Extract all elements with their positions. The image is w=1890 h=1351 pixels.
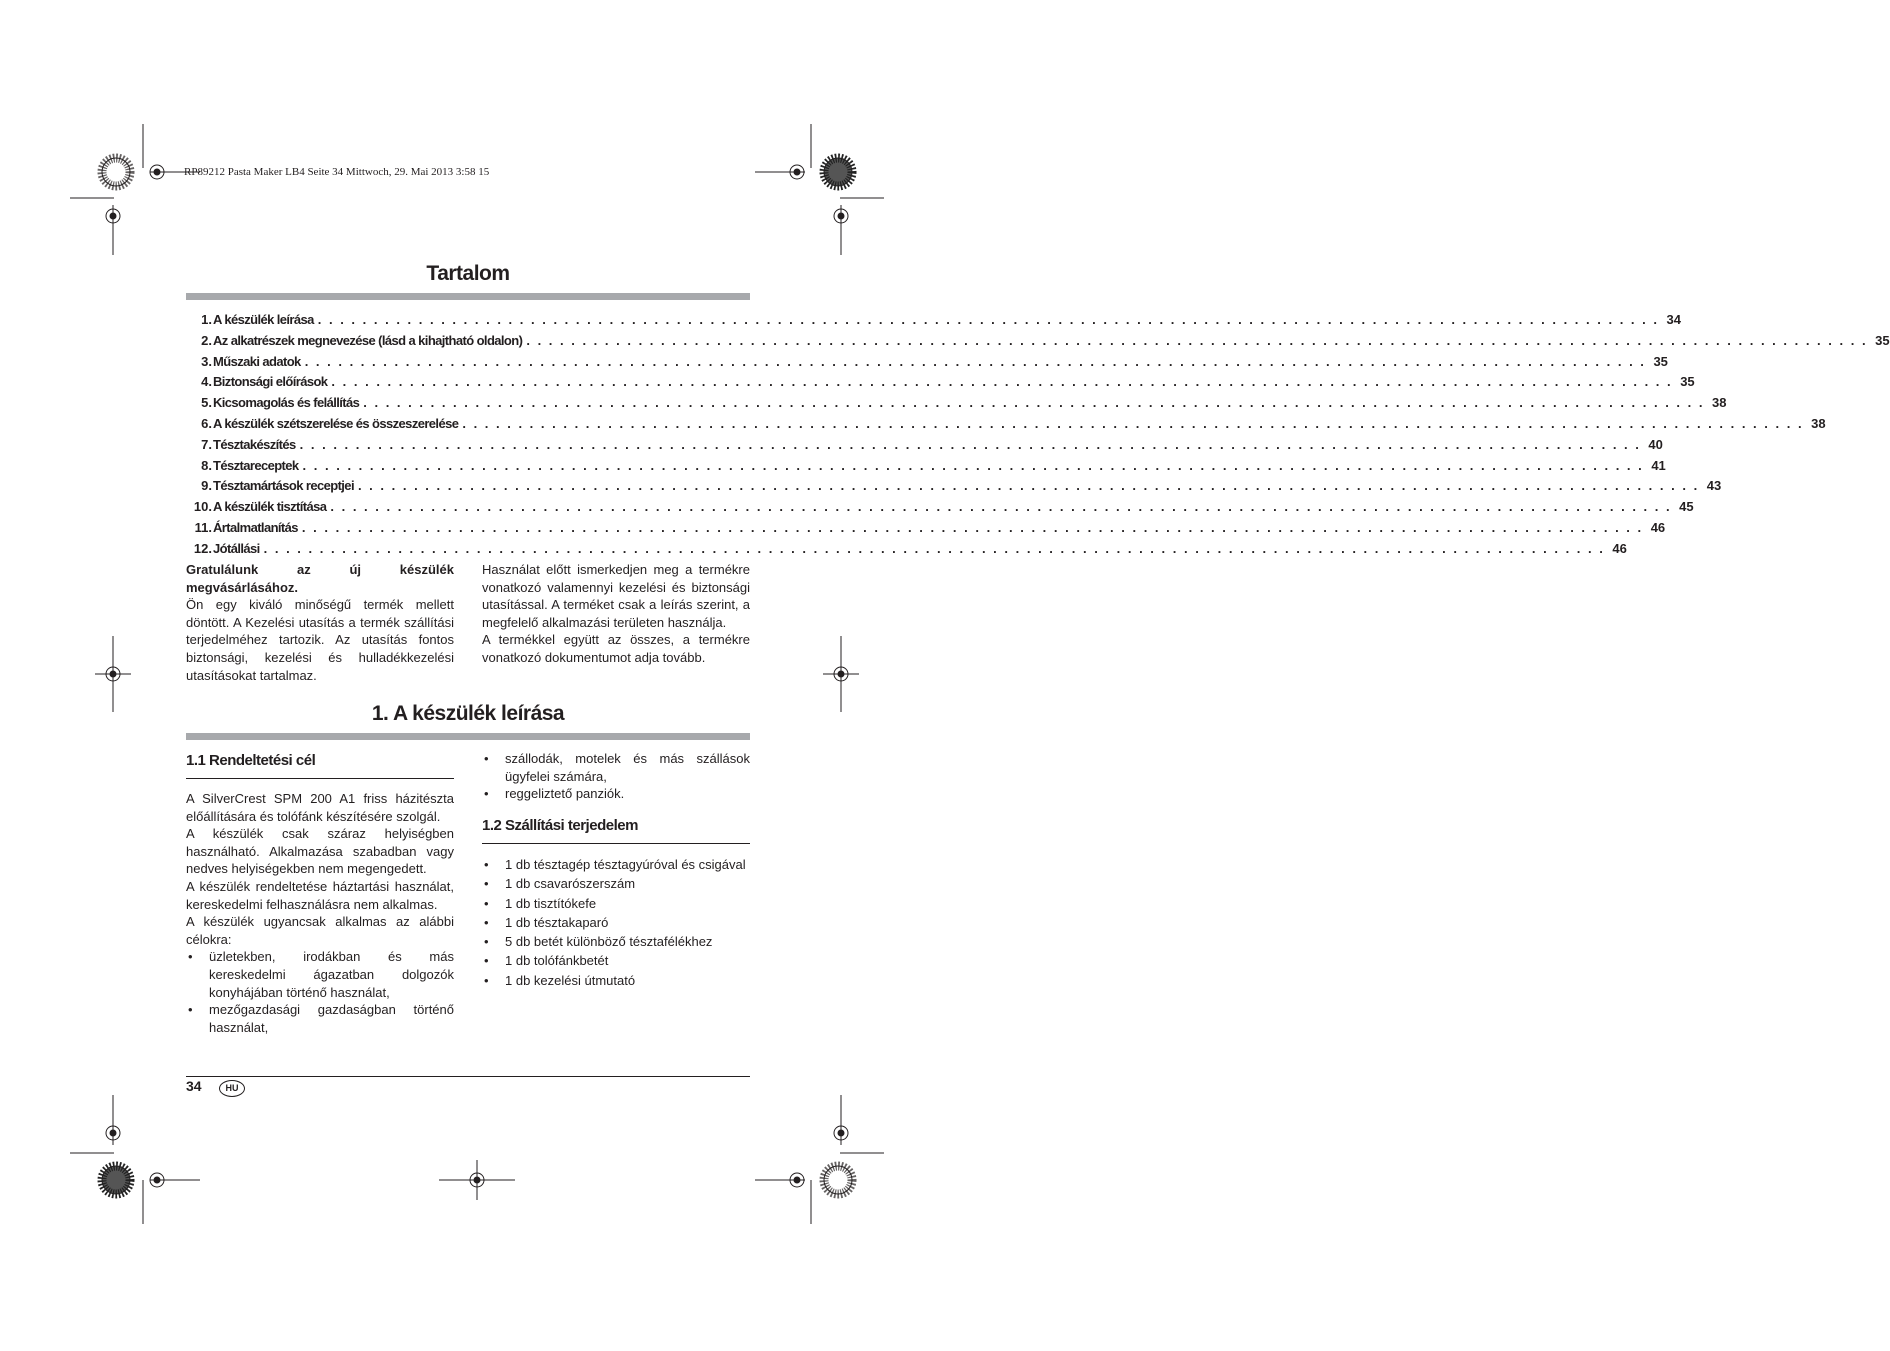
- toc-entry-number: 12.: [193, 540, 212, 556]
- sub1-p3: A készülék rendeltetése háztartási használat, kereskedelmi felhasználásra nem alkalmas.: [186, 878, 454, 912]
- toc-entry-leader: . . . . . . . . . . . . . . . . . . . . . . . . . . . . . . . . . . . . . . . . . . . . . . . . . . . . . . . . . . . . . . . . . . . . . . . . . . . . . . . . . . . . . . . . . . . . . . . . . . . . . . . . . . . . . . . . . . . . . . . .: [263, 540, 1605, 556]
- toc-entry-number: 6.: [201, 415, 212, 431]
- list-item: • 1 db csavarószerszám: [482, 874, 750, 893]
- toc-entry-label: Tésztakészítés: [213, 436, 296, 452]
- toc-entry-page: 43: [1706, 478, 1722, 494]
- language-badge: HU: [219, 1080, 245, 1097]
- toc-entry-page: 35: [1680, 374, 1695, 390]
- toc-title-rule: [186, 293, 750, 300]
- toc-entry-label: Tésztareceptek: [213, 457, 299, 473]
- toc-entry-label: Tésztamártások receptjei: [213, 478, 354, 494]
- sub1-left-column: [186, 790, 454, 1036]
- print-header: RP89212 Pasta Maker LB4 Seite 34 Mittwoch, 29. Mai 2013 3:58 15: [184, 166, 490, 178]
- sub1-bullets-left: [186, 948, 454, 1036]
- sub1-rule: [186, 778, 454, 779]
- toc-entry-leader: . . . . . . . . . . . . . . . . . . . . . . . . . . . . . . . . . . . . . . . . . . . . . . . . . . . . . . . . . . . . . . . . . . . . . . . . . . . . . . . . . . . . . . . . . . . . . . . . . . . . . . . . . . . . . . . . . . . . . . . .: [302, 457, 1644, 473]
- intro-left-text: Ön egy kiváló minőségű termék mellett döntött. A Kezelési utasítás a termék szállítási terjedelméhez tartozik. Az utasítás fontos biztonsági, kezelési és hulladékkezelési utasításokat tartalmaz.: [186, 597, 454, 683]
- list-item: • 1 db kezelési útmutató: [482, 971, 750, 990]
- section1-title: 1. A készülék leírása: [371, 702, 565, 725]
- toc-entry-label: Kicsomagolás és felállítás: [213, 395, 360, 411]
- toc-entry[interactable]: [186, 331, 1890, 352]
- toc-entry-page: 46: [1650, 519, 1666, 535]
- toc-entry-leader: . . . . . . . . . . . . . . . . . . . . . . . . . . . . . . . . . . . . . . . . . . . . . . . . . . . . . . . . . . . . . . . . . . . . . . . . . . . . . . . . . . . . . . . . . . . . . . . . . . . . . . . . . . . . . . . . . . . . . . . .: [357, 478, 1700, 494]
- toc-entry-leader: . . . . . . . . . . . . . . . . . . . . . . . . . . . . . . . . . . . . . . . . . . . . . . . . . . . . . . . . . . . . . . . . . . . . . . . . . . . . . . . . . . . . . . . . . . . . . . . . . . . . . . . . . . . . . . . . . . . . . . . .: [317, 312, 1659, 327]
- toc-entry-number: 8.: [201, 457, 212, 473]
- toc-entry-page: 41: [1651, 457, 1666, 473]
- toc-entry[interactable]: [186, 352, 1668, 373]
- list-item: • reggeliztető panziók.: [482, 785, 750, 803]
- sub1-p2: A készülék csak száraz helyiségben használható. Alkalmazása szabadban vagy nedves helyiségekben nem megengedett.: [186, 826, 454, 877]
- toc-entry-page: 35: [1653, 353, 1668, 369]
- toc-entry-leader: . . . . . . . . . . . . . . . . . . . . . . . . . . . . . . . . . . . . . . . . . . . . . . . . . . . . . . . . . . . . . . . . . . . . . . . . . . . . . . . . . . . . . . . . . . . . . . . . . . . . . . . . . . . . . . . . . . . . . . . .: [299, 436, 1641, 452]
- toc-entry-page: 38: [1811, 415, 1826, 431]
- toc-entry-number: 9.: [201, 478, 212, 494]
- toc-entry-label: Műszaki adatok: [213, 353, 301, 369]
- toc-entry-page: 34: [1666, 312, 1681, 327]
- toc-entry-leader: . . . . . . . . . . . . . . . . . . . . . . . . . . . . . . . . . . . . . . . . . . . . . . . . . . . . . . . . . . . . . . . . . . . . . . . . . . . . . . . . . . . . . . . . . . . . . . . . . . . . . . . . . . . . . . . . . . . . . . . .: [330, 499, 1672, 515]
- intro-heading: Gratulálunk az új készülék megvásárlásához.: [186, 562, 454, 595]
- sub1-p4: A készülék ugyancsak alkalmas az alábbi célokra:: [186, 914, 454, 947]
- toc-entry-number: 11.: [194, 519, 212, 535]
- toc-entry-leader: . . . . . . . . . . . . . . . . . . . . . . . . . . . . . . . . . . . . . . . . . . . . . . . . . . . . . . . . . . . . . . . . . . . . . . . . . . . . . . . . . . . . . . . . . . . . . . . . . . . . . . . . . . . . . . . . . . . . . . . .: [526, 332, 1868, 348]
- list-item: • 1 db tésztakaparó: [482, 913, 750, 932]
- toc-entry-page: 46: [1612, 540, 1627, 556]
- toc-entry[interactable]: [186, 476, 1722, 497]
- intro-right-p1: Használat előtt ismerkedjen meg a termékre vonatkozó valamennyi kezelési és biztonsági utasítással. A terméket csak a leírás szerint, a megfelelő alkalmazási területen használja.: [482, 562, 750, 630]
- toc-entry-leader: . . . . . . . . . . . . . . . . . . . . . . . . . . . . . . . . . . . . . . . . . . . . . . . . . . . . . . . . . . . . . . . . . . . . . . . . . . . . . . . . . . . . . . . . . . . . . . . . . . . . . . . . . . . . . . . . . . . . . . . .: [363, 395, 1705, 411]
- list-item: • 1 db tisztítókefe: [482, 894, 750, 913]
- toc-entry-label: Az alkatrészek megnevezése (lásd a kihajtható oldalon): [213, 332, 523, 348]
- toc-entry[interactable]: [186, 539, 1627, 560]
- toc-entry[interactable]: [186, 393, 1727, 414]
- toc-entry-page: 38: [1712, 395, 1727, 411]
- sub1-right-column: [482, 750, 750, 803]
- toc-entry-leader: . . . . . . . . . . . . . . . . . . . . . . . . . . . . . . . . . . . . . . . . . . . . . . . . . . . . . . . . . . . . . . . . . . . . . . . . . . . . . . . . . . . . . . . . . . . . . . . . . . . . . . . . . . . . . . . . . . . . . . . .: [301, 519, 1644, 535]
- toc-title: Tartalom: [426, 262, 510, 285]
- toc-entry-label: A készülék szétszerelése és összeszerelése: [213, 415, 459, 431]
- sub1-bullets-right: [482, 750, 750, 803]
- toc-entry[interactable]: [186, 456, 1666, 477]
- sub2-list-column: [482, 855, 750, 990]
- intro-left-column: [186, 561, 454, 684]
- list-item: • 5 db betét különböző tésztafélékhez: [482, 932, 750, 951]
- toc-entry[interactable]: [186, 414, 1826, 435]
- list-item: • üzletekben, irodákban és más kereskedelmi ágazatban dolgozók konyhájában történő használat,: [186, 948, 454, 1001]
- toc-entry[interactable]: [186, 518, 1666, 539]
- toc-entry[interactable]: [186, 435, 1663, 456]
- toc-entry-leader: . . . . . . . . . . . . . . . . . . . . . . . . . . . . . . . . . . . . . . . . . . . . . . . . . . . . . . . . . . . . . . . . . . . . . . . . . . . . . . . . . . . . . . . . . . . . . . . . . . . . . . . . . . . . . . . . . . . . . . . .: [331, 374, 1673, 390]
- toc-entry-label: Jótállási: [213, 540, 260, 556]
- toc-entry[interactable]: [186, 372, 1695, 393]
- section1-title-rule: [186, 733, 750, 740]
- sub2-title: 1.2 Szállítási terjedelem: [482, 817, 638, 834]
- toc-entry-number: 1.: [201, 312, 212, 327]
- toc-entry-label: Ártalmatlanítás: [213, 519, 298, 535]
- sub1-p1: A SilverCrest SPM 200 A1 friss házitészta előállítására és tolófánk készítésére szolgál.: [186, 791, 454, 824]
- sub2-rule: [482, 843, 750, 844]
- toc-entry-leader: . . . . . . . . . . . . . . . . . . . . . . . . . . . . . . . . . . . . . . . . . . . . . . . . . . . . . . . . . . . . . . . . . . . . . . . . . . . . . . . . . . . . . . . . . . . . . . . . . . . . . . . . . . . . . . . . . . . . . . . .: [304, 353, 1646, 369]
- toc-entry-label: Biztonsági előírások: [213, 374, 328, 390]
- page-number: 34: [186, 1078, 202, 1094]
- toc-entry-label: A készülék tisztítása: [213, 499, 327, 515]
- intro-right-p2: A termékkel együtt az összes, a termékre vonatkozó dokumentumot adja tovább.: [482, 632, 750, 665]
- toc-entry-number: 4.: [201, 374, 212, 390]
- toc-entry-number: 5.: [201, 395, 212, 411]
- delivery-items: [482, 855, 750, 990]
- toc-entry-leader: . . . . . . . . . . . . . . . . . . . . . . . . . . . . . . . . . . . . . . . . . . . . . . . . . . . . . . . . . . . . . . . . . . . . . . . . . . . . . . . . . . . . . . . . . . . . . . . . . . . . . . . . . . . . . . . . . . . . . . . .: [462, 415, 1804, 431]
- toc-entry[interactable]: [186, 310, 1681, 331]
- toc-entry-page: 35: [1875, 332, 1890, 348]
- list-item: • 1 db tolófánkbetét: [482, 951, 750, 970]
- toc-entry-number: 10.: [193, 499, 212, 515]
- footer-rule: [186, 1076, 750, 1077]
- list-item: • 1 db tésztagép tésztagyúróval és csigával: [482, 855, 750, 874]
- list-item: • szállodák, motelek és más szállások ügyfelei számára,: [482, 750, 750, 785]
- intro-right-column: [482, 561, 750, 667]
- toc-entry-number: 3.: [201, 353, 212, 369]
- toc-entry-label: A készülék leírása: [213, 312, 314, 327]
- toc-entry-number: 7.: [201, 436, 212, 452]
- toc-entry[interactable]: [186, 497, 1694, 518]
- toc-entry-number: 2.: [201, 332, 212, 348]
- toc-list: [186, 310, 1890, 560]
- list-item: • mezőgazdasági gazdaságban történő használat,: [186, 1001, 454, 1036]
- sub1-title: 1.1 Rendeltetési cél: [186, 752, 316, 769]
- toc-entry-page: 40: [1648, 436, 1663, 452]
- toc-entry-page: 45: [1679, 499, 1694, 515]
